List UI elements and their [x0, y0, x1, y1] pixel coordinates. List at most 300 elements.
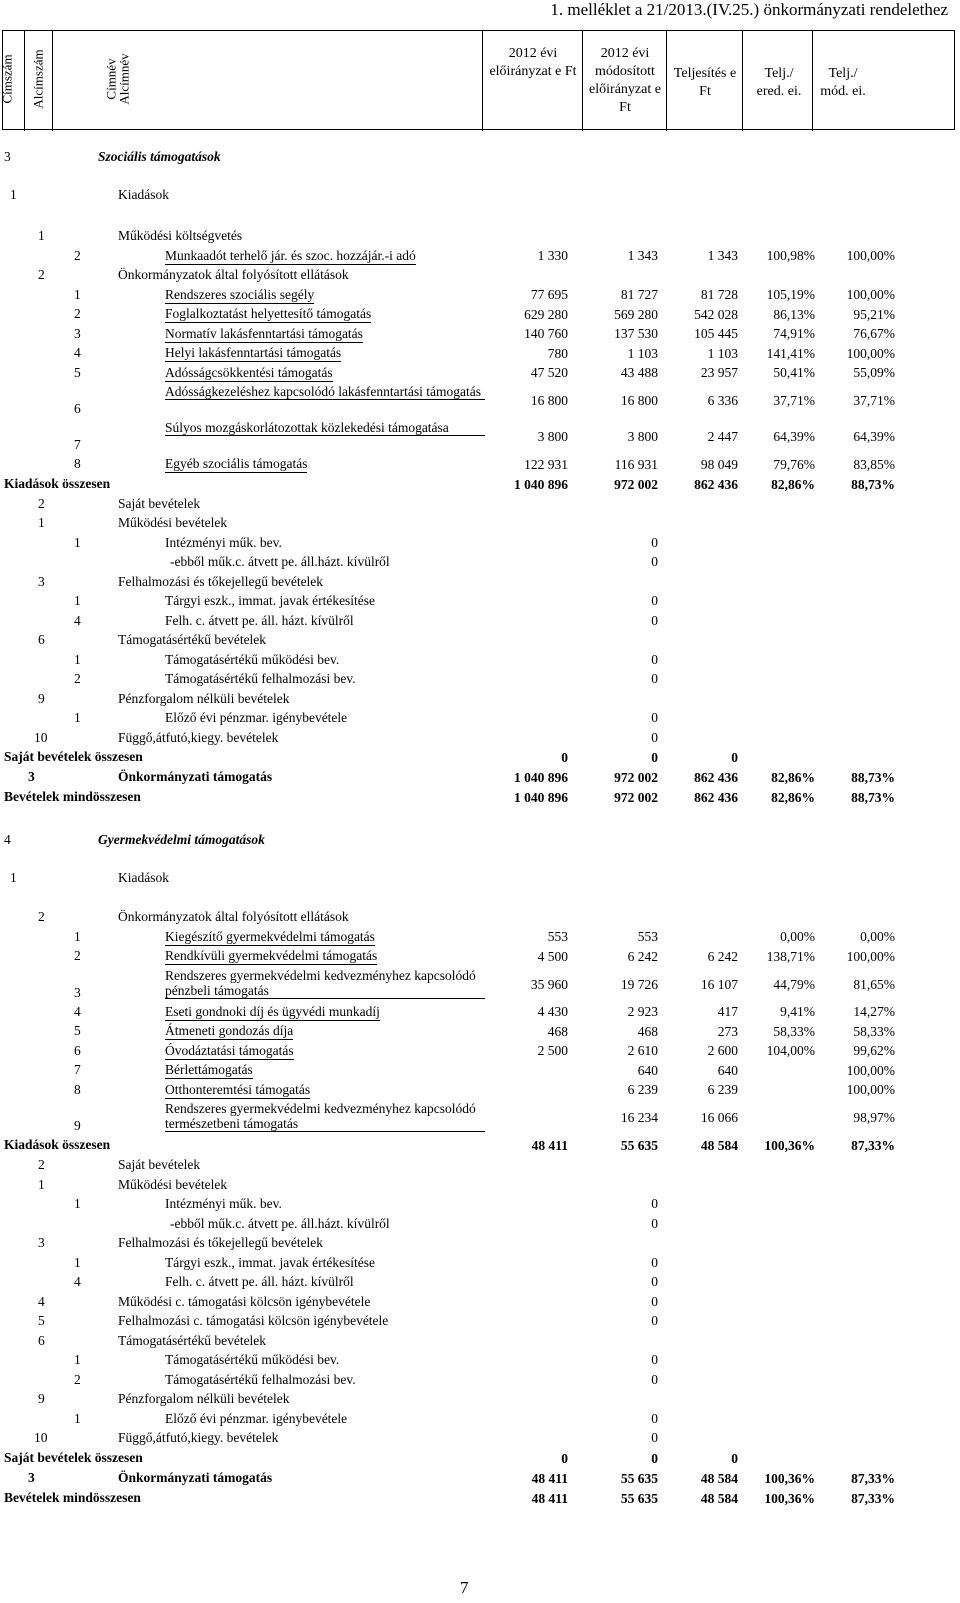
value-cell: 100,00%: [846, 287, 895, 303]
sec4-income-row: [2, 1332, 955, 1352]
value-cell: 100,36%: [764, 1138, 815, 1153]
sec4-row-label: Rendszeres gyermekvédelmi kedvezményhez kapcsolódó természetbeni támogatás: [165, 1101, 485, 1132]
value-cell: 0,00%: [860, 929, 895, 945]
sec3-income-label: Felhalmozási és tőkejellegű bevételek: [118, 573, 324, 589]
value-cell: 468: [547, 1023, 568, 1039]
sec4-income-row: [2, 1293, 955, 1313]
value-cell: 6 242: [707, 948, 738, 964]
sec3-row-subnum: 5: [74, 364, 81, 380]
value-cell: 100,00%: [846, 345, 895, 361]
value-cell: 48 584: [700, 1470, 738, 1486]
sec4-kiadasok-label: Kiadások: [118, 870, 169, 885]
sec4-row-label: Otthonteremtési támogatás: [165, 1081, 311, 1097]
sec4-income-value: 0: [651, 1274, 658, 1289]
sec3-row-subnum: 4: [74, 345, 81, 360]
sec4-own-total-label: Saját bevételek összesen: [4, 1449, 143, 1465]
sec3-income-value: 0: [651, 534, 658, 550]
value-cell: 64,39%: [853, 429, 895, 444]
sec3-income-label: -ebből műk.c. átvett pe. áll.házt. kívülről: [170, 554, 390, 569]
value-cell: 64,39%: [773, 429, 815, 444]
value-cell: 82,86%: [771, 770, 815, 785]
sec4-income-label: Előző évi pénzmar. igénybevétele: [165, 1410, 348, 1426]
sec4-income-value: 0: [651, 1352, 658, 1367]
header-cimnev-label: Címnév: [103, 58, 119, 100]
sec3-expense-row: [2, 266, 955, 286]
sec4-income-num: 9: [38, 1391, 45, 1406]
sec4-income-value: 0: [651, 1430, 658, 1445]
sec4-title: Gyermekvédelmi támogatások: [98, 832, 265, 847]
sec4-expense-total-label: Kiadások összesen: [4, 1137, 111, 1152]
sec3-income-subnum: 2: [74, 671, 81, 686]
value-cell: 48 411: [531, 1138, 568, 1153]
value-cell: 81 728: [700, 287, 738, 303]
sec3-expense-row: [2, 305, 955, 325]
value-cell: 417: [717, 1004, 738, 1020]
sec4-income-subnum: 2: [74, 1371, 81, 1387]
value-cell: 14,27%: [853, 1004, 895, 1020]
value-cell: 48 411: [531, 1490, 568, 1506]
sec3-income-subnum: 1: [74, 593, 81, 608]
value-cell: 87,33%: [851, 1490, 895, 1506]
sec4-income-total-label: Bevételek mindösszesen: [4, 1489, 141, 1505]
sec4-kiadasok-row: [2, 870, 955, 892]
sec4-income-num: 10: [34, 1430, 48, 1445]
value-cell: 55 635: [620, 1138, 658, 1153]
value-cell: 87,33%: [851, 1138, 895, 1153]
value-cell: 6 336: [707, 393, 738, 408]
sec3-income-value: 0: [651, 710, 658, 725]
value-cell: 48 584: [700, 1138, 738, 1153]
value-cell: 1 103: [707, 345, 738, 361]
sec4-expense-row: [2, 947, 955, 967]
value-cell: 972 002: [614, 790, 658, 805]
sec4-row-subnum: 2: [74, 948, 81, 963]
sec3-income-label: Intézményi műk. bev.: [165, 534, 282, 550]
sec4-income-label: -ebből műk.c. átvett pe. áll.házt. kívülről: [170, 1215, 390, 1231]
sec3-expense-row: [2, 247, 955, 267]
sec4-income-value: 0: [651, 1215, 658, 1231]
sec4-num: 4: [4, 832, 11, 847]
sec3-own-total-label: Saját bevételek összesen: [4, 749, 143, 764]
value-cell: 58,33%: [773, 1023, 815, 1039]
header-telj-ered: [743, 31, 813, 131]
value-cell: 55 635: [620, 1490, 658, 1506]
sec4-expense-row: [2, 1022, 955, 1042]
value-cell: 972 002: [614, 770, 658, 785]
sec3-income-row: [2, 495, 955, 515]
sec3-income-label: Felh. c. átvett pe. áll. házt. kívülről: [165, 612, 354, 628]
sec4-row-subnum: 6: [74, 1042, 81, 1058]
sec3-title-row: [2, 149, 955, 171]
sec3-row-label: Foglalkoztatást helyettesítő támogatás: [165, 306, 372, 321]
sec3-income-label: Előző évi pénzmar. igénybevétele: [165, 710, 348, 725]
sec4-expense-total: [2, 1136, 955, 1156]
value-cell: 862 436: [694, 790, 738, 805]
sec4-expense-row: [2, 908, 955, 928]
sec3-income-row: [2, 553, 955, 573]
sec4-municipal-support-num: 3: [28, 1469, 35, 1485]
header-telj-mod: [813, 31, 956, 131]
sec4-municipal-support: [2, 1469, 955, 1489]
value-cell: 37,71%: [853, 393, 895, 408]
sec3-row-label: Normatív lakásfenntartási támogatás: [165, 325, 363, 341]
sec3-row-subnum: 6: [74, 401, 81, 416]
value-cell: 100,00%: [846, 1082, 895, 1098]
value-cell: 1 343: [627, 248, 658, 264]
sec4-row-num: 2: [38, 909, 45, 924]
sec4-row-subnum: 8: [74, 1081, 81, 1097]
value-cell: 50,41%: [773, 365, 815, 381]
sec3-row-subnum: 8: [74, 456, 81, 471]
sec4-income-row: [2, 1254, 955, 1274]
sec4-income-row: [2, 1176, 955, 1196]
sec3-expense-row: [2, 419, 955, 455]
sec4-income-num: 2: [38, 1157, 45, 1172]
value-cell: 98,97%: [853, 1110, 895, 1125]
sec3-income-label: Támogatásértékű működési bev.: [165, 651, 340, 667]
sec3-expense-row: [2, 227, 955, 247]
sec4-income-total: [2, 1489, 955, 1509]
sec4-municipal-support-label: Önkormányzati támogatás: [118, 1469, 273, 1485]
header-modositott: [583, 31, 667, 131]
table-header: [2, 30, 955, 130]
sec4-row-label: Átmeneti gondozás díja: [165, 1023, 294, 1038]
sec4-income-row: [2, 1371, 955, 1391]
sec4-expense-row: [2, 1003, 955, 1023]
sec4-income-row: [2, 1273, 955, 1293]
sec4-income-value: 0: [651, 1254, 658, 1270]
value-cell: 77 695: [530, 287, 568, 303]
value-cell: 19 726: [620, 976, 658, 992]
value-cell: 0: [561, 750, 568, 765]
value-cell: 972 002: [614, 476, 658, 492]
sec3-title: Szociális támogatások: [98, 149, 221, 164]
sec3-income-row: [2, 612, 955, 632]
sec4-row-subnum: 5: [74, 1023, 81, 1038]
header-telj-mod-label: Telj./ mód. ei.: [820, 66, 866, 99]
sec3-expense-row: [2, 455, 955, 475]
sec3-kiadasok-num: 1: [10, 187, 17, 202]
value-cell: 2 610: [627, 1043, 658, 1059]
value-cell: 1 040 896: [514, 476, 568, 492]
value-cell: 16 107: [700, 976, 738, 992]
sec4-row-label: Eseti gondnoki díj és ügyvédi munkadíj: [165, 1003, 380, 1019]
sec3-income-row: [2, 573, 955, 593]
value-cell: 82,86%: [771, 476, 815, 492]
value-cell: 2 500: [537, 1043, 568, 1059]
sec4-income-num: 3: [38, 1235, 45, 1250]
sec4-income-value: 0: [651, 1196, 658, 1211]
sec3-row-label: Helyi lakásfenntartási támogatás: [165, 345, 342, 360]
sec3-municipal-support: [2, 768, 955, 788]
sec3-row-subnum: 2: [74, 247, 81, 263]
sec3-row-label: Adósságkezeléshez kapcsolódó lakásfenntartási támogatás: [165, 384, 485, 400]
sec3-municipal-support-label: Önkormányzati támogatás: [118, 769, 273, 784]
value-cell: 1 343: [707, 248, 738, 264]
value-cell: 35 960: [530, 976, 568, 992]
sec3-income-total-label: Bevételek mindösszesen: [4, 789, 141, 804]
sec3-row-subnum: 7: [74, 437, 81, 452]
sec3-income-row: [2, 631, 955, 651]
sec4-income-row: [2, 1351, 955, 1371]
value-cell: 104,00%: [766, 1043, 815, 1059]
header-teljesites-label: Teljesítés e Ft: [673, 66, 737, 99]
value-cell: 100,00%: [846, 248, 895, 264]
value-cell: 138,71%: [766, 948, 815, 964]
sec3-row-subnum: 2: [74, 306, 81, 321]
sec3-income-value: 0: [651, 593, 658, 608]
value-cell: 2 923: [627, 1004, 658, 1020]
sec3-expense-row: [2, 344, 955, 364]
sec3-income-value: 0: [651, 612, 658, 628]
value-cell: 16 066: [700, 1110, 738, 1125]
sec4-income-label: Tárgyi eszk., immat. javak értékesítése: [165, 1254, 376, 1270]
value-cell: 2 447: [707, 429, 738, 444]
sec3-income-num: 9: [38, 690, 45, 706]
sec3-income-subnum: 4: [74, 612, 81, 628]
page-title: 1. melléklet a 21/2013.(IV.25.) önkormányzati rendelethez: [550, 0, 948, 19]
sec3-row-label: Adósságcsökkentési támogatás: [165, 364, 333, 380]
sec4-income-row: [2, 1429, 955, 1449]
value-cell: 122 931: [524, 456, 568, 472]
value-cell: 4 430: [537, 1004, 568, 1020]
value-cell: 47 520: [530, 365, 568, 381]
sec4-income-label: Felhalmozási c. támogatási kölcsön igénybevétele: [118, 1313, 389, 1328]
value-cell: 1 040 896: [514, 790, 568, 805]
value-cell: 0: [731, 1450, 738, 1466]
sec3-income-label: Tárgyi eszk., immat. javak értékesítése: [165, 593, 376, 608]
value-cell: 55 635: [620, 1470, 658, 1486]
sec4-income-subnum: 1: [74, 1352, 81, 1367]
sec3-income-subnum: 1: [74, 651, 81, 667]
sec4-income-label: Támogatásértékű működési bev.: [165, 1352, 340, 1367]
value-cell: 43 488: [620, 365, 658, 381]
value-cell: 6 239: [707, 1082, 738, 1098]
value-cell: 9,41%: [780, 1004, 815, 1020]
sec4-row-label: Rendkívüli gyermekvédelmi támogatás: [165, 948, 378, 963]
sec3-row-label: Munkaadót terhelő jár. és szoc. hozzájár.-i adó: [165, 247, 416, 263]
sec3-income-label: Pénzforgalom nélküli bevételek: [118, 690, 290, 706]
value-cell: 16 800: [530, 393, 568, 408]
value-cell: 88,73%: [851, 770, 895, 785]
sec4-income-row: [2, 1410, 955, 1430]
sec4-row-subnum: 3: [74, 984, 81, 1000]
sec3-income-label: Saját bevételek: [118, 495, 201, 511]
sec3-income-subnum: 1: [74, 710, 81, 725]
value-cell: 100,98%: [766, 248, 815, 264]
sec4-income-row: [2, 1156, 955, 1176]
header-alcimnev-label: Alcímnév: [116, 53, 132, 105]
sec3-municipal-support-num: 3: [28, 769, 35, 784]
value-cell: 862 436: [694, 476, 738, 492]
sec3-income-num: 6: [38, 632, 45, 647]
value-cell: 640: [717, 1062, 738, 1078]
page-number: 7: [460, 1578, 469, 1597]
value-cell: 81,65%: [853, 976, 895, 992]
sec3-income-value: 0: [651, 554, 658, 569]
value-cell: 1 040 896: [514, 770, 568, 785]
sec4-row-subnum: 9: [74, 1118, 81, 1133]
value-cell: 0: [651, 1450, 658, 1466]
value-cell: 86,13%: [773, 306, 815, 322]
header-alcimnev: [103, 31, 483, 131]
value-cell: 99,62%: [853, 1043, 895, 1059]
sec4-row-label: Kiegészítő gyermekvédelmi támogatás: [165, 928, 375, 944]
sec4-income-num: 4: [38, 1293, 45, 1309]
sec3-row-subnum: 1: [74, 286, 81, 302]
value-cell: 116 931: [614, 456, 658, 472]
sec3-income-label: Támogatásértékű bevételek: [118, 632, 267, 647]
sec3-row-label: Egyéb szociális támogatás: [165, 456, 308, 471]
value-cell: 87,33%: [851, 1470, 895, 1486]
value-cell: 1 330: [537, 248, 568, 264]
header-cimszam-label: Címszám: [0, 54, 15, 104]
sec4-income-row: [2, 1234, 955, 1254]
sec4-income-subnum: 1: [74, 1196, 81, 1211]
sec4-row-label: Rendszeres gyermekvédelmi kedvezményhez kapcsolódó pénzbeli támogatás: [165, 968, 485, 999]
sec3-income-row: [2, 592, 955, 612]
value-cell: 0,00%: [780, 929, 815, 945]
value-cell: 629 280: [524, 306, 568, 322]
sec3-expense-total: [2, 475, 955, 495]
value-cell: 100,36%: [764, 1470, 815, 1486]
sec3-income-label: Függő,átfutó,kiegy. bevételek: [118, 729, 279, 745]
value-cell: 88,73%: [851, 790, 895, 805]
sec3-income-subnum: 1: [74, 534, 81, 550]
sec4-income-label: Felh. c. átvett pe. áll. házt. kívülről: [165, 1274, 354, 1289]
value-cell: 273: [717, 1023, 738, 1039]
sec3-income-num: 3: [38, 573, 45, 589]
value-cell: 95,21%: [853, 306, 895, 322]
value-cell: 862 436: [694, 770, 738, 785]
sec3-income-row: [2, 709, 955, 729]
header-teljesites: [667, 31, 743, 131]
value-cell: 100,36%: [764, 1490, 815, 1506]
sec3-income-row: [2, 514, 955, 534]
value-cell: 105 445: [694, 326, 738, 342]
value-cell: 6 239: [627, 1082, 658, 1098]
sec4-kiadasok-num: 1: [10, 870, 17, 885]
value-cell: 542 028: [694, 306, 738, 322]
sec4-income-label: Támogatásértékű felhalmozási bev.: [165, 1371, 356, 1387]
sec4-income-label: Működési c. támogatási kölcsön igénybevétele: [118, 1293, 371, 1309]
sec3-row-label: Rendszeres szociális segély: [165, 286, 315, 302]
value-cell: 468: [637, 1023, 658, 1039]
value-cell: 140 760: [524, 326, 568, 342]
sec4-income-label: Intézményi műk. bev.: [165, 1196, 282, 1211]
header-cimszam: [0, 31, 25, 131]
value-cell: 48 411: [531, 1470, 568, 1486]
value-cell: 44,79%: [773, 976, 815, 992]
sec3-row-num: 2: [38, 267, 45, 282]
header-cimnev: [53, 31, 119, 131]
value-cell: 81 727: [620, 287, 658, 303]
value-cell: 37,71%: [773, 393, 815, 408]
sec3-expense-total-label: Kiadások összesen: [4, 475, 111, 491]
sec3-income-value: 0: [651, 729, 658, 745]
sec4-income-value: 0: [651, 1371, 658, 1387]
sec4-income-value: 0: [651, 1313, 658, 1328]
header-modositott-label: 2012 évi módosított előirányzat e Ft: [589, 46, 661, 115]
sec3-income-row: [2, 651, 955, 671]
value-cell: 137 530: [614, 326, 658, 342]
sec3-income-row: [2, 670, 955, 690]
value-cell: 1 103: [627, 345, 658, 361]
sec3-expense-row: [2, 383, 955, 419]
value-cell: 88,73%: [851, 476, 895, 492]
sec4-income-value: 0: [651, 1410, 658, 1426]
value-cell: 74,91%: [773, 326, 815, 342]
value-cell: 640: [637, 1062, 658, 1078]
value-cell: 23 957: [700, 365, 738, 381]
sec4-income-row: [2, 1312, 955, 1332]
value-cell: 48 584: [700, 1490, 738, 1506]
sec3-num: 3: [4, 149, 11, 164]
sec4-income-row: [2, 1390, 955, 1410]
sec4-income-label: Függő,átfutó,kiegy. bevételek: [118, 1430, 279, 1445]
sec4-income-label: Saját bevételek: [118, 1157, 201, 1172]
value-cell: 4 500: [537, 948, 568, 964]
sec4-expense-row: [2, 1042, 955, 1062]
sec3-income-num: 1: [38, 515, 45, 530]
sec3-income-row: [2, 729, 955, 749]
sec4-row-subnum: 1: [74, 928, 81, 944]
sec4-expense-row: [2, 967, 955, 1003]
header-eloiranyzat: [483, 31, 583, 131]
sec4-income-num: 6: [38, 1332, 45, 1348]
sec3-expense-row: [2, 364, 955, 384]
sec4-expense-row: [2, 1081, 955, 1101]
header-alcimszam-label: Alcímszám: [30, 49, 46, 109]
sec3-expense-row: [2, 286, 955, 306]
value-cell: 569 280: [614, 306, 658, 322]
sec3-row-label: Súlyos mozgáskorlátozottak közlekedési támogatása: [165, 420, 485, 436]
value-cell: 58,33%: [853, 1023, 895, 1039]
header-telj-ered-label: Telj./ ered. ei.: [756, 66, 802, 99]
sec4-row-label: Bérlettámogatás: [165, 1062, 253, 1077]
value-cell: 79,76%: [773, 456, 815, 472]
sec4-income-row: [2, 1195, 955, 1215]
sec4-income-subnum: 1: [74, 1254, 81, 1270]
value-cell: 16 234: [620, 1110, 658, 1125]
value-cell: 3 800: [627, 429, 658, 444]
header-alcimszam: [25, 31, 53, 131]
sec4-row-label: Önkormányzatok által folyósított ellátások: [118, 909, 349, 924]
sec3-row-subnum: 3: [74, 325, 81, 341]
sec3-income-total: [2, 788, 955, 808]
value-cell: 76,67%: [853, 326, 895, 342]
header-eloiranyzat-label: 2012 évi előirányzat e Ft: [489, 46, 577, 79]
value-cell: 0: [731, 750, 738, 765]
sec4-row-label: Óvodáztatási támogatás: [165, 1042, 294, 1058]
value-cell: 55,09%: [853, 365, 895, 381]
sec4-income-num: 1: [38, 1176, 45, 1192]
sec3-income-label: Támogatásértékű felhalmozási bev.: [165, 671, 356, 686]
sec4-income-label: Támogatásértékű bevételek: [118, 1332, 267, 1348]
sec4-income-subnum: 4: [74, 1274, 81, 1289]
value-cell: 98 049: [700, 456, 738, 472]
sec3-kiadasok-row: [2, 187, 955, 209]
sec4-row-subnum: 4: [74, 1003, 81, 1019]
value-cell: 553: [637, 929, 658, 945]
sec3-income-row: [2, 690, 955, 710]
sec4-expense-row: [2, 1061, 955, 1081]
sec3-income-value: 0: [651, 671, 658, 686]
sec3-row-label: Önkormányzatok által folyósított ellátások: [118, 267, 349, 282]
sec4-title-row: [2, 832, 955, 854]
sec3-row-label: Működési költségvetés: [118, 228, 243, 243]
sec4-income-label: Pénzforgalom nélküli bevételek: [118, 1391, 290, 1406]
